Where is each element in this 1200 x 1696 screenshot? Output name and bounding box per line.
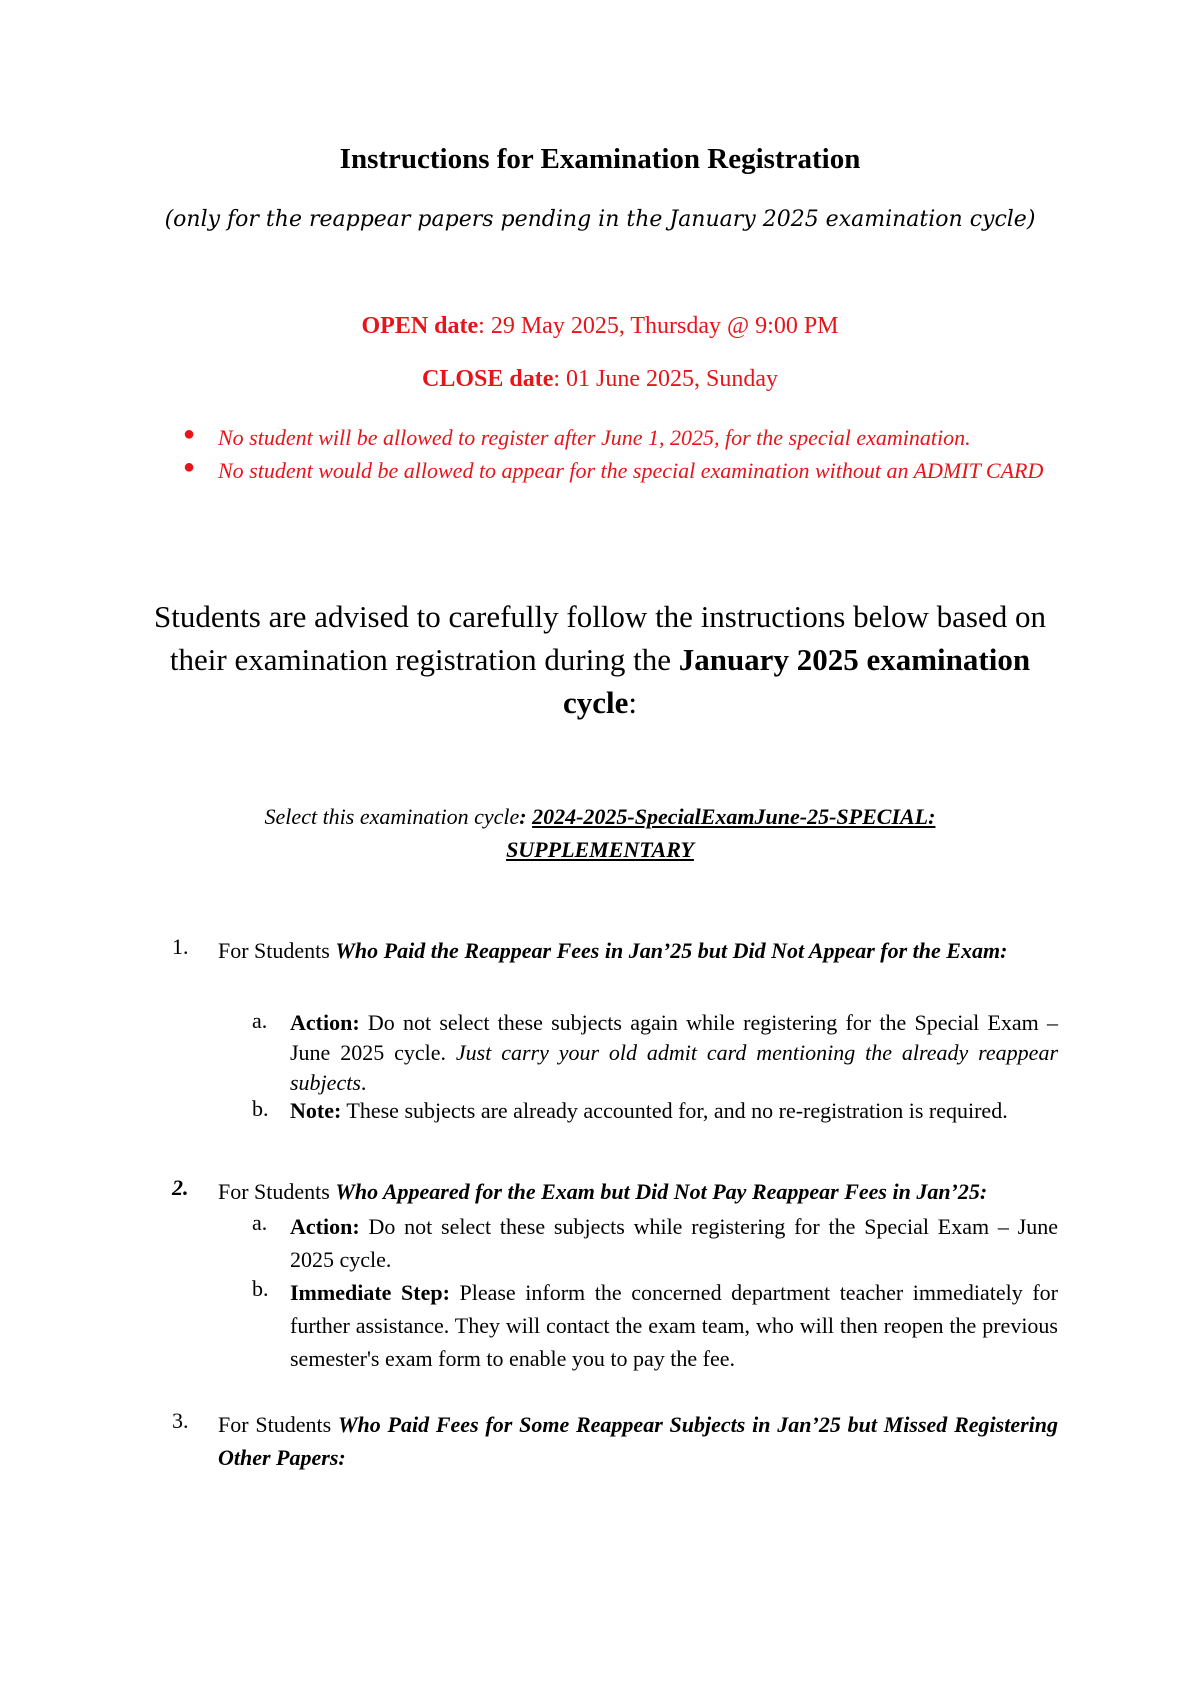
sub-italic: Just carry your old admit card mentioning the already reappear subjects bbox=[290, 1040, 1059, 1095]
close-date-value: : 01 June 2025, Sunday bbox=[553, 366, 779, 392]
sub-item-1a bbox=[290, 1008, 1058, 1098]
sub-item-1b bbox=[290, 1096, 1058, 1126]
bullet-text-1: No student will be allowed to register after June 1, 2025, for the special examination. bbox=[218, 425, 971, 450]
sub-item-2a bbox=[290, 1210, 1058, 1276]
sub-letter: b. bbox=[252, 1276, 269, 1301]
open-date-label: OPEN date bbox=[361, 313, 479, 339]
select-cycle-prefix: Select this examination cycle bbox=[264, 804, 520, 829]
item-bold: Who Appeared for the Exam but Did Not Pay Reappear Fees in Jan’25: bbox=[335, 1179, 988, 1204]
bullet-icon: ● bbox=[183, 456, 196, 478]
select-cycle-colon: : bbox=[519, 804, 533, 829]
sub-text: Do not select these subjects again while registering for the Special Exam – June 2025 cycle. bbox=[290, 1010, 1058, 1065]
item-bold: Who Paid the Reappear Fees in Jan’25 but Did Not Appear for the Exam: bbox=[335, 938, 1008, 963]
item-lead: For Students bbox=[218, 1412, 338, 1437]
item-number: 2. bbox=[172, 1175, 189, 1200]
item-number: 3. bbox=[172, 1408, 189, 1433]
advice-text: Students are advised to carefully follow the instructions below based on their examination registration during the bbox=[154, 599, 1046, 677]
advice-bold: January 2025 examination cycle bbox=[562, 642, 1031, 720]
close-date-label: CLOSE date bbox=[421, 366, 554, 392]
sub-item-2b bbox=[290, 1276, 1058, 1375]
sub-letter: b. bbox=[252, 1096, 269, 1121]
item-bold: Who Paid Fees for Some Reappear Subjects in Jan’25 but Missed Registering Other Papers: bbox=[218, 1412, 1058, 1470]
item-lead: For Students bbox=[218, 938, 336, 963]
item-1 bbox=[218, 934, 1058, 967]
sub-letter: a. bbox=[252, 1210, 268, 1235]
sub-text: These subjects are already accounted for, and no re-registration is required. bbox=[341, 1098, 1008, 1123]
advice-paragraph bbox=[140, 595, 1060, 724]
sub-label: Immediate Step: bbox=[290, 1280, 450, 1305]
page-subtitle: (only for the reappear papers pending in the January 2025 examination cycle) bbox=[164, 207, 1036, 232]
sub-label: Action: bbox=[290, 1010, 360, 1035]
select-cycle bbox=[170, 800, 1030, 866]
open-date bbox=[0, 313, 1200, 340]
item-2 bbox=[218, 1175, 1058, 1208]
sub-label: Action: bbox=[290, 1214, 360, 1239]
sub-letter: a. bbox=[252, 1008, 268, 1033]
close-date bbox=[0, 366, 1200, 393]
sub-text: Do not select these subjects while registering for the Special Exam – June 2025 cycle. bbox=[290, 1214, 1058, 1272]
bullet-text-2: No student would be allowed to appear for the special examination without an ADMIT CARD bbox=[218, 458, 1044, 483]
bullet-icon: ● bbox=[183, 423, 196, 445]
sub-label: Note: bbox=[290, 1098, 342, 1123]
item-3 bbox=[218, 1408, 1058, 1474]
item-lead: For Students bbox=[218, 1179, 336, 1204]
sub-text: Please inform the concerned department teacher immediately for further assistance. They will contact the exam team, who will then reopen the previous semester's exam form to enable you to pay the fee. bbox=[290, 1280, 1058, 1371]
advice-colon: : bbox=[628, 685, 637, 720]
select-cycle-value: 2024-2025-SpecialExamJune-25-SPECIAL: SUPPLEMENTARY bbox=[506, 804, 936, 862]
open-date-value: : 29 May 2025, Thursday @ 9:00 PM bbox=[478, 313, 839, 339]
item-number: 1. bbox=[172, 934, 189, 959]
sub-tail: . bbox=[360, 1070, 367, 1095]
page-title: Instructions for Examination Registration bbox=[339, 143, 861, 175]
